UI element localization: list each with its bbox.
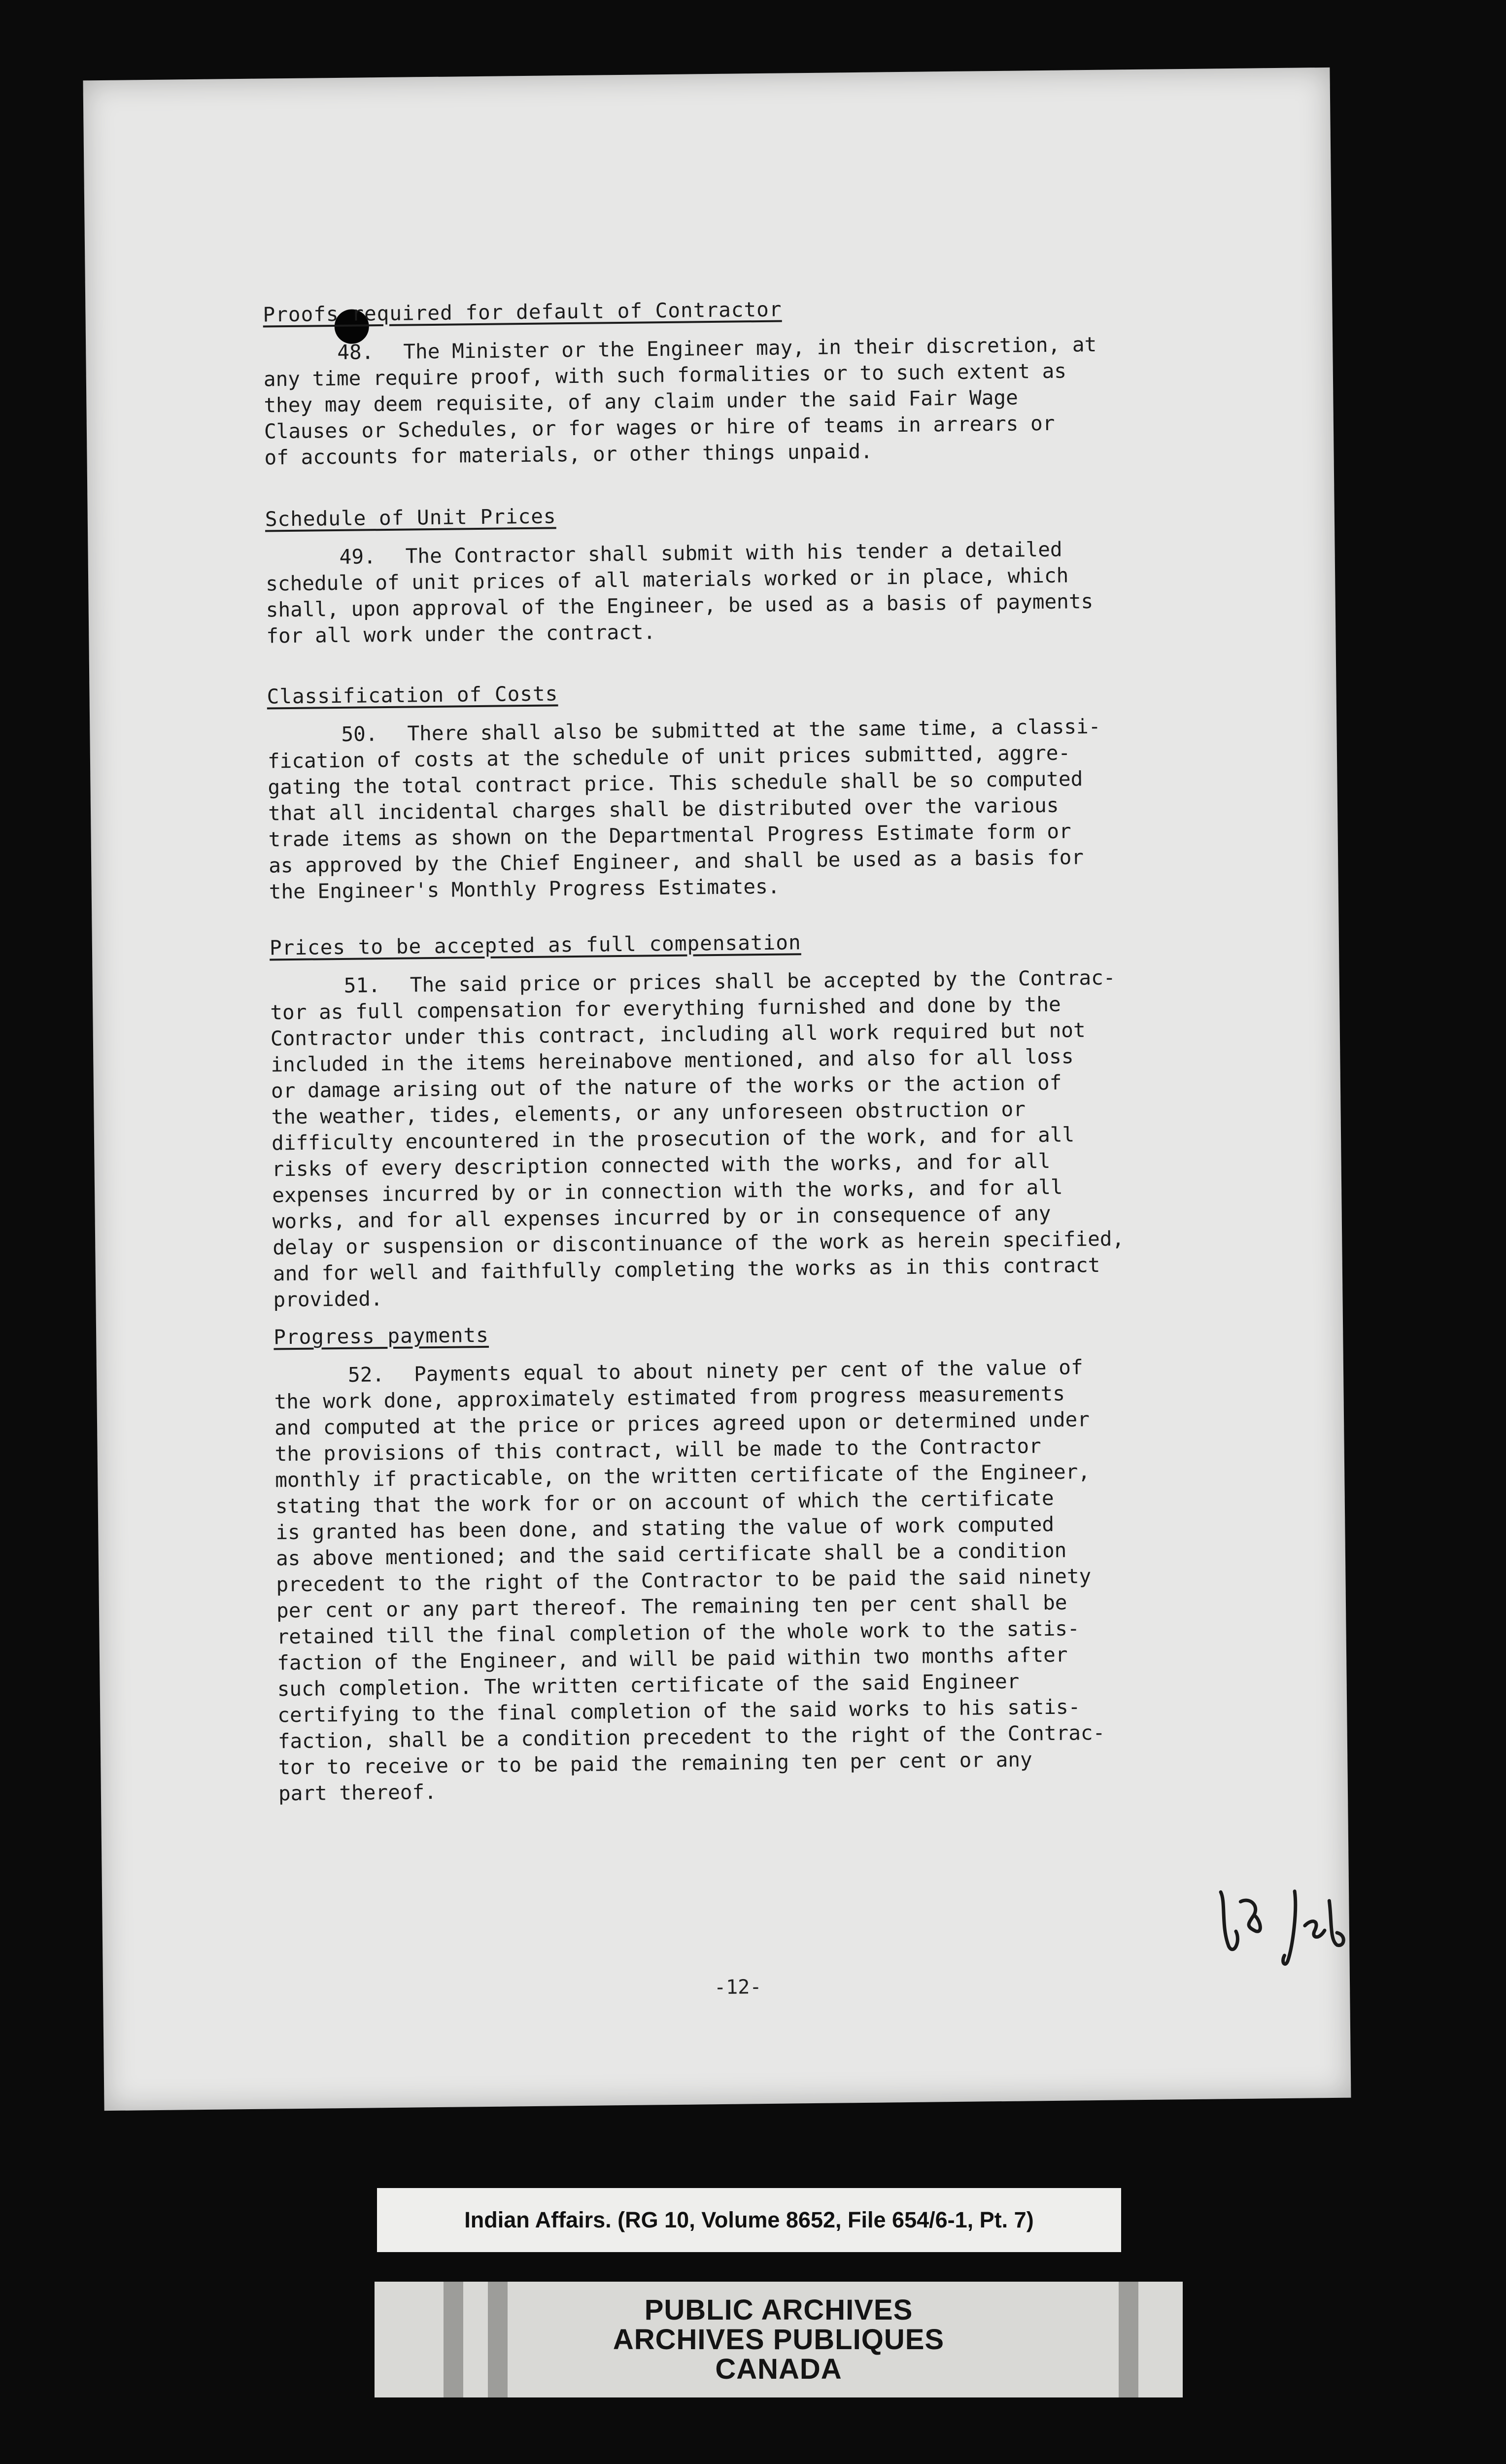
clause-text: There shall also be submitted at the same time, a classi- fication of costs at the schedule of unit prices submitted, aggre- gating the total contract price. This schedule shall be so computed that all incidental charges shall be distributed over the various trade items as shown on the Departmental Progress Estimate form or as approved by the Chief Engineer, and shall be used as a basis for the Engineer's Monthly Progress Estimates. <box>267 714 1101 904</box>
section-50 <box>267 675 1250 905</box>
section-heading: Prices to be accepted as full compensation <box>269 930 801 960</box>
clause-text: The Contractor shall submit with his tender a detailed schedule of unit prices of all materials worked or in place, which shall, upon approval of the Engineer, be used as a basis of payments for all work under the contract. <box>265 537 1094 648</box>
stamp-line-2: ARCHIVES PUBLIQUES <box>613 2323 945 2356</box>
archive-stamp <box>375 2282 1183 2397</box>
clause-number: 50. <box>341 722 378 746</box>
stamp-divider <box>1119 2282 1138 2397</box>
clause-text: The said price or prices shall be accepted by the Contrac- tor as full compensation for everything furnished and done by the Contractor under this contract, including all work required but not included in the items hereinabove mentioned, and also for all loss or damage arising out of the nature of the works or the action of the weather, tides, elements, or any unforeseen obstruction or difficulty encountered in the prosecution of the work, and for all risks of every description connected with the works, and for all expenses incurred by or in connection with the works, and for all works, and for all expenses incurred by or in consequence of any delay or suspension or discontinuance of the work as herein specified, and for well and faithfully completing the works as in this contract provided. <box>270 965 1125 1312</box>
section-paragraph <box>270 963 1254 1313</box>
clause-number: 48. <box>337 340 374 364</box>
document-page <box>83 68 1351 2111</box>
section-heading: Schedule of Unit Prices <box>265 504 556 531</box>
page-number: -12- <box>714 1976 762 1999</box>
section-heading: Progress payments <box>273 1323 489 1349</box>
handwritten-initials <box>1206 1871 1355 1976</box>
stamp-line-3: CANADA <box>715 2353 842 2385</box>
section-paragraph <box>267 712 1250 905</box>
section-49 <box>265 497 1247 650</box>
clause-number: 52. <box>347 1363 385 1387</box>
archive-reference: Indian Affairs. (RG 10, Volume 8652, File 654/6-1, Pt. 7) <box>464 2207 1034 2232</box>
clause-number: 51. <box>343 973 381 997</box>
section-52 <box>274 1315 1259 1807</box>
clause-text: The Minister or the Engineer may, in their discretion, at any time require proof, with such formalities or to such extent as they may deem requisite, of any claim under the said Fair Wage Clauses or Schedules, or for wages or hire of teams in arrears or of accounts for materials, or other things unpaid. <box>263 332 1097 470</box>
stamp-line-1: PUBLIC ARCHIVES <box>644 2293 913 2326</box>
section-51 <box>270 926 1254 1313</box>
section-paragraph <box>265 535 1247 650</box>
section-48 <box>263 293 1245 471</box>
section-heading: Proofs required for default of Contractor <box>263 297 782 327</box>
section-heading: Classification of Costs <box>267 682 558 709</box>
clause-number: 49. <box>339 545 376 569</box>
section-paragraph <box>274 1353 1259 1807</box>
archive-label <box>377 2188 1121 2252</box>
stamp-divider <box>444 2282 463 2397</box>
clause-text: Payments equal to about ninety per cent of the value of the work done, approximately estimated from progress measurements and computed at the price or prices agreed upon or determined under the provisions of this contract, will be made to the Contractor monthly if practicable, on the written certificate of the Engineer, stating that the work for or on account of which the certificate is granted has been done, and stating the value of work computed as above mentioned; and the said certificate shall be a condition precedent to the right of the Contractor to be paid the said ninety per cent or any part thereof. The remaining ten per cent shall be retained till the final completion of the whole work to the satis- faction of the Engineer, and will be paid within two months after such completion. The written certificate of the said Engineer certifying to the final completion of the said works to his satis- faction, shall be a condition precedent to the right of the Contrac- tor to receive or to be paid the remaining ten per cent or any part thereof. <box>274 1355 1105 1806</box>
section-paragraph <box>263 330 1245 471</box>
stamp-divider <box>488 2282 508 2397</box>
